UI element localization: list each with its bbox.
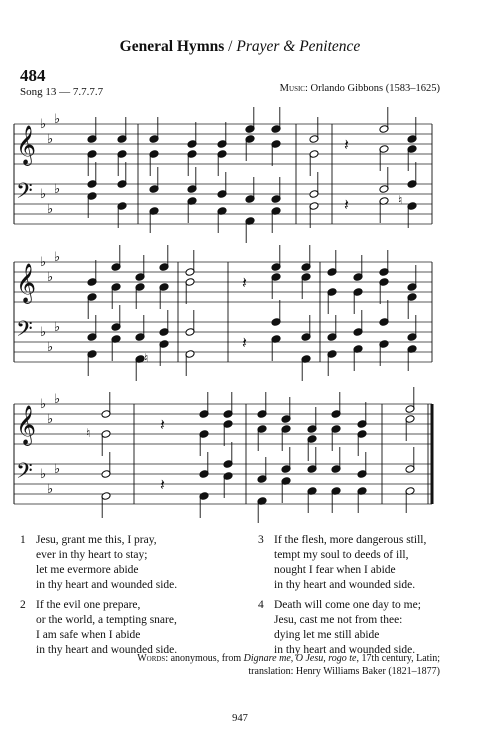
composer: Orlando Gibbons (1583–1625) xyxy=(310,83,440,94)
verse-3 xyxy=(258,533,426,593)
verse-line: Death will come one day to me; xyxy=(274,599,421,611)
flat-icon: ♭ xyxy=(40,467,47,482)
verse-line: If the evil one prepare, xyxy=(36,599,141,611)
header-separator: / xyxy=(224,38,237,55)
flat-icon: ♭ xyxy=(47,132,54,147)
flat-icon: ♭ xyxy=(47,340,54,355)
music-system-1 xyxy=(14,112,446,237)
music-system-3 xyxy=(14,392,446,517)
verse-line: in thy heart and wounded side. xyxy=(36,579,178,591)
verse-1 xyxy=(20,533,177,593)
flat-icon: ♭ xyxy=(40,117,47,132)
words-label: Words: xyxy=(137,653,169,664)
natural-icon: ♮ xyxy=(86,426,91,440)
verse-line: nought I fear when I abide xyxy=(274,564,396,576)
bass-clef-icon: 𝄢 xyxy=(16,179,33,209)
section-title: General Hymns xyxy=(119,38,225,55)
tune-name: Song 13 — 7.7.7.7 xyxy=(20,86,104,98)
flat-icon: ♭ xyxy=(47,270,54,285)
verse-line: I am safe when I abide xyxy=(36,629,141,641)
treble-clef-icon: 𝄞 xyxy=(16,263,37,303)
flat-icon: ♭ xyxy=(47,202,54,217)
flat-icon: ♭ xyxy=(40,187,47,202)
verse-line: in thy heart and wounded side. xyxy=(36,644,178,656)
flat-icon: ♭ xyxy=(40,325,47,340)
music-label: Music: xyxy=(279,83,308,94)
subsection-title: Prayer & Penitence xyxy=(236,38,361,55)
verse-number: 4 xyxy=(258,599,264,611)
verse-line: tempt my soul to deeds of ill, xyxy=(274,549,409,561)
bass-clef-icon: 𝄢 xyxy=(16,317,33,347)
music-system-2 xyxy=(14,250,446,375)
natural-icon: ♮ xyxy=(398,193,403,207)
page-header xyxy=(0,38,480,56)
flat-icon: ♭ xyxy=(54,182,61,197)
flat-icon: ♭ xyxy=(47,412,54,427)
flat-icon: ♭ xyxy=(40,255,47,270)
verse-line: Jesu, grant me this, I pray, xyxy=(36,534,157,546)
verse-line: ever in thy heart to stay; xyxy=(36,549,148,561)
verse-line: Jesu, cast me not from thee: xyxy=(274,614,403,626)
treble-clef-icon: 𝄞 xyxy=(16,405,37,445)
flat-icon: ♭ xyxy=(54,392,61,407)
quarter-rest-icon: 𝄽 xyxy=(160,475,165,494)
flat-icon: ♭ xyxy=(54,462,61,477)
quarter-rest-icon: 𝄽 xyxy=(344,195,349,214)
flat-icon: ♭ xyxy=(47,482,54,497)
source-title: Dignare me, O Jesu, rogo te xyxy=(243,653,357,664)
quarter-rest-icon: 𝄽 xyxy=(242,333,247,352)
verse-4 xyxy=(258,598,421,658)
verse-2 xyxy=(20,598,177,658)
quarter-rest-icon: 𝄽 xyxy=(344,135,349,154)
flat-icon: ♭ xyxy=(54,320,61,335)
words-text: anonymous, from xyxy=(168,653,244,664)
bass-clef-icon: 𝄢 xyxy=(16,459,33,489)
verse-number: 3 xyxy=(258,534,264,546)
verse-line: let me evermore abide xyxy=(36,564,139,576)
page-number: 947 xyxy=(232,713,248,724)
words-text-end: , 17th century, Latin; xyxy=(356,653,440,664)
natural-icon: ♮ xyxy=(144,351,149,365)
verse-line: in thy heart and wounded side. xyxy=(274,579,416,591)
quarter-rest-icon: 𝄽 xyxy=(160,415,165,434)
hymn-number: 484 xyxy=(20,66,46,85)
verse-line: or the world, a tempting snare, xyxy=(36,614,177,626)
verse-line: in thy heart and wounded side. xyxy=(274,644,416,656)
verse-number: 2 xyxy=(20,599,26,611)
verse-line: If the flesh, more dangerous still, xyxy=(274,534,427,546)
treble-clef-icon: 𝄞 xyxy=(16,125,37,165)
verse-number: 1 xyxy=(20,534,26,546)
quarter-rest-icon: 𝄽 xyxy=(242,273,247,292)
flat-icon: ♭ xyxy=(40,397,47,412)
translation-credit: translation: Henry Williams Baker (1821–1877) xyxy=(248,666,440,677)
words-credit xyxy=(137,652,440,678)
verse-line: dying let me still abide xyxy=(274,629,380,641)
music-credit xyxy=(280,83,440,94)
flat-icon: ♭ xyxy=(54,112,61,127)
flat-icon: ♭ xyxy=(54,250,61,265)
